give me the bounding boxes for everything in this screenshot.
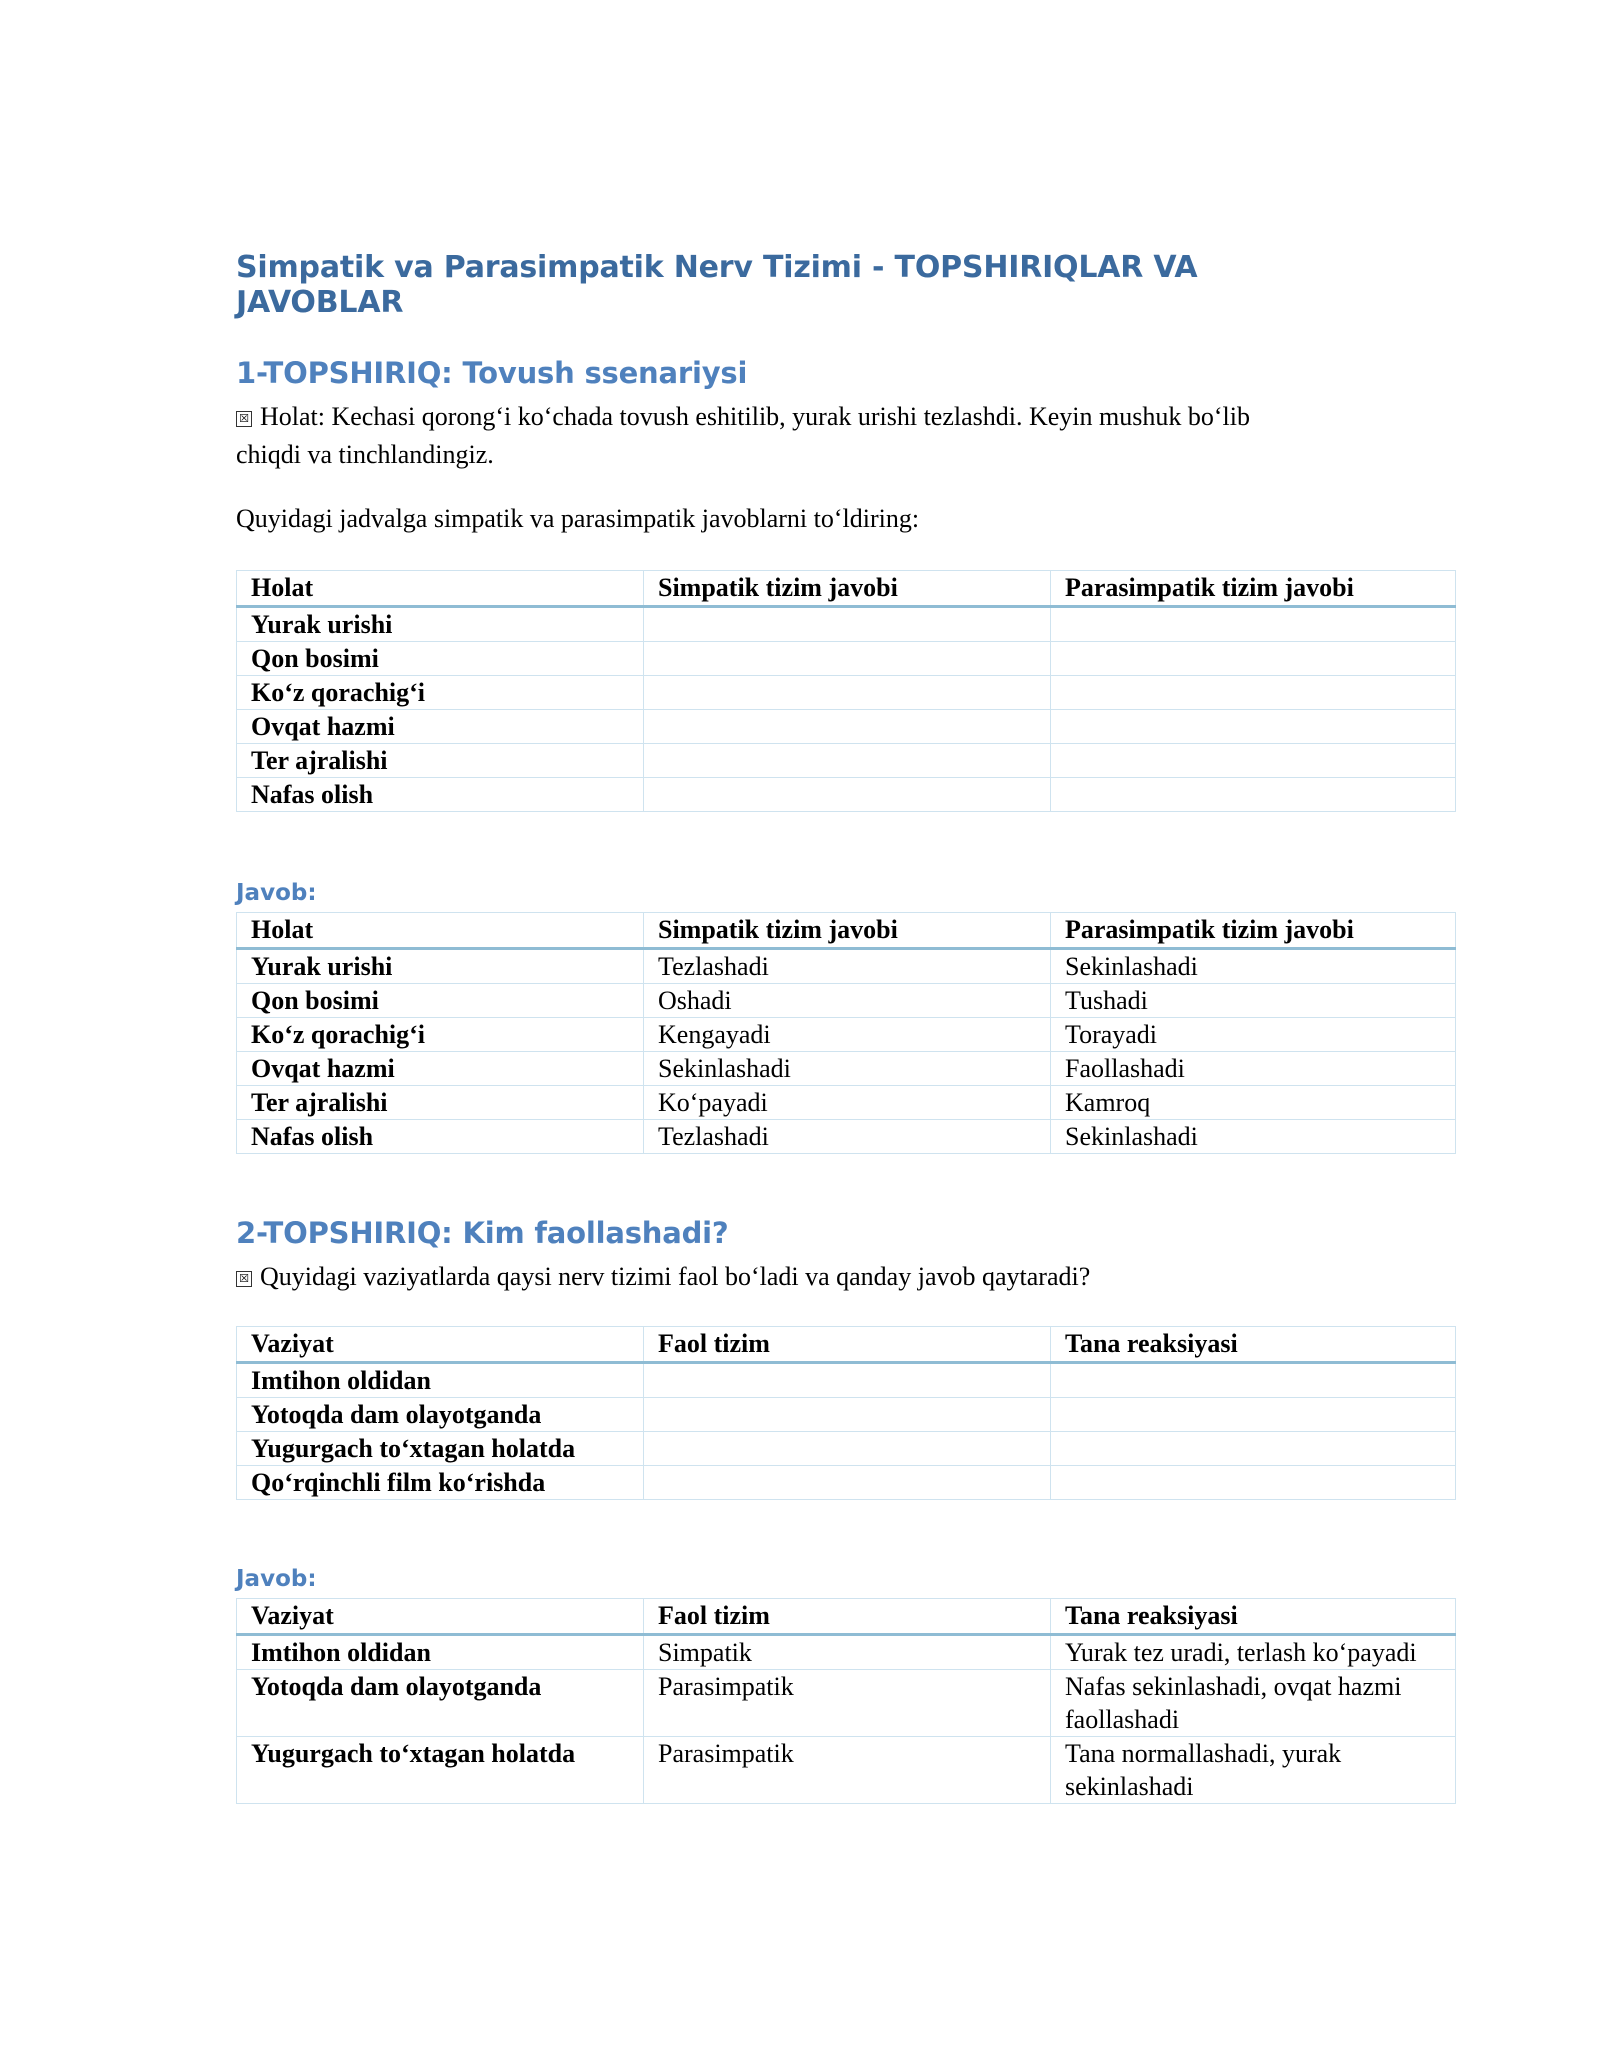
row-label: Qo‘rqinchli film ko‘rishda [237,1466,644,1500]
task1-situation [236,398,1368,474]
task1-section [236,356,1368,1154]
blank-cell[interactable] [1051,744,1456,778]
row-label: Ter ajralishi [237,744,644,778]
task2-question-text: Quyidagi vaziyatlarda qaysi nerv tizimi faol bo‘ladi va qanday javob qaytaradi? [260,1262,1091,1291]
blank-cell[interactable] [644,1398,1051,1432]
blank-cell[interactable] [1051,778,1456,812]
table-header-row [237,1327,1456,1363]
blank-cell[interactable] [1051,710,1456,744]
task2-answer-table [236,1598,1456,1804]
row-label: Qon bosimi [237,642,644,676]
blank-cell[interactable] [1051,1398,1456,1432]
cell: Kamroq [1051,1086,1456,1120]
blank-cell[interactable] [644,1363,1051,1398]
row-label: Imtihon oldidan [237,1363,644,1398]
row-label: Nafas olish [237,1120,644,1154]
cell: Sekinlashadi [1051,949,1456,984]
cell: Yurak tez uradi, terlash ko‘payadi [1051,1635,1456,1670]
column-header: Vaziyat [237,1599,644,1635]
column-header: Parasimpatik tizim javobi [1051,913,1456,949]
row-label: Yugurgach to‘xtagan holatda [237,1737,644,1804]
blank-cell[interactable] [644,1432,1051,1466]
table-row [237,984,1456,1018]
table-row [237,1018,1456,1052]
checkbox-icon: ☒ [236,411,252,427]
task2-heading: 2-TOPSHIRIQ: Kim faollashadi? [236,1216,729,1250]
column-header: Simpatik tizim javobi [644,571,1051,607]
table-row [237,1363,1456,1398]
row-label: Yurak urishi [237,949,644,984]
row-label: Qon bosimi [237,984,644,1018]
row-label: Imtihon oldidan [237,1635,644,1670]
row-label: Ovqat hazmi [237,1052,644,1086]
cell: Ko‘payadi [644,1086,1051,1120]
document-title: Simpatik va Parasimpatik Nerv Tizimi - TOPSHIRIQLAR VA JAVOBLAR [236,250,1198,320]
blank-cell[interactable] [644,642,1051,676]
cell: Nafas sekinlashadi, ovqat hazmi faollashadi [1051,1670,1456,1737]
task1-answer-table [236,912,1456,1154]
task2-answer-label: Javob: [236,1566,317,1592]
column-header: Parasimpatik tizim javobi [1051,571,1456,607]
task1-heading: 1-TOPSHIRIQ: Tovush ssenariysi [236,356,748,390]
blank-cell[interactable] [1051,1466,1456,1500]
blank-cell[interactable] [644,607,1051,642]
row-label: Nafas olish [237,778,644,812]
document-page [236,250,1417,1804]
column-header: Holat [237,571,644,607]
blank-cell[interactable] [1051,642,1456,676]
task1-instruction: Quyidagi jadvalga simpatik va parasimpatik javoblarni to‘ldiring: [236,504,920,533]
table-row [237,744,1456,778]
cell: Tana normallashadi, yurak sekinlashadi [1051,1737,1456,1804]
column-header: Tana reaksiyasi [1051,1327,1456,1363]
row-label: Ovqat hazmi [237,710,644,744]
column-header: Holat [237,913,644,949]
blank-cell[interactable] [644,710,1051,744]
table-row [237,1086,1456,1120]
blank-cell[interactable] [1051,607,1456,642]
table-row [237,710,1456,744]
blank-cell[interactable] [644,744,1051,778]
column-header: Simpatik tizim javobi [644,913,1051,949]
blank-cell[interactable] [1051,676,1456,710]
row-label: Ko‘z qorachig‘i [237,676,644,710]
row-label: Yotoqda dam olayotganda [237,1670,644,1737]
row-label: Ter ajralishi [237,1086,644,1120]
task1-situation-line2: chiqdi va tinchlandingiz. [236,440,494,469]
table-row [237,1670,1456,1737]
row-label: Ko‘z qorachig‘i [237,1018,644,1052]
table-row [237,1052,1456,1086]
column-header: Tana reaksiyasi [1051,1599,1456,1635]
row-label: Yugurgach to‘xtagan holatda [237,1432,644,1466]
cell: Sekinlashadi [1051,1120,1456,1154]
cell: Kengayadi [644,1018,1051,1052]
checkbox-icon: ☒ [236,1271,252,1287]
task1-blank-table [236,570,1456,812]
table-row [237,1398,1456,1432]
table-header-row [237,571,1456,607]
task2-blank-table [236,1326,1456,1500]
cell: Parasimpatik [644,1670,1051,1737]
row-label: Yotoqda dam olayotganda [237,1398,644,1432]
cell: Tezlashadi [644,1120,1051,1154]
table-row [237,1635,1456,1670]
task1-situation-line1: Holat: Kechasi qorong‘i ko‘chada tovush eshitilib, yurak urishi tezlashdi. Keyin mushuk bo‘lib [260,402,1250,431]
cell: Oshadi [644,984,1051,1018]
table-row [237,1120,1456,1154]
cell: Simpatik [644,1635,1051,1670]
blank-cell[interactable] [644,676,1051,710]
table-row [237,778,1456,812]
task2-section [236,1216,1417,1804]
task2-question [236,1258,1368,1296]
blank-cell[interactable] [644,778,1051,812]
table-row [237,642,1456,676]
table-header-row [237,1599,1456,1635]
cell: Tezlashadi [644,949,1051,984]
cell: Faollashadi [1051,1052,1456,1086]
row-label: Yurak urishi [237,607,644,642]
column-header: Vaziyat [237,1327,644,1363]
cell: Sekinlashadi [644,1052,1051,1086]
task1-answer-label: Javob: [236,880,317,906]
table-row [237,1432,1456,1466]
table-header-row [237,913,1456,949]
table-row [237,1737,1456,1804]
column-header: Faol tizim [644,1327,1051,1363]
blank-cell[interactable] [1051,1363,1456,1398]
table-row [237,949,1456,984]
cell: Parasimpatik [644,1737,1051,1804]
table-row [237,676,1456,710]
cell: Tushadi [1051,984,1456,1018]
blank-cell[interactable] [1051,1432,1456,1466]
blank-cell[interactable] [644,1466,1051,1500]
table-row [237,607,1456,642]
column-header: Faol tizim [644,1599,1051,1635]
cell: Torayadi [1051,1018,1456,1052]
table-row [237,1466,1456,1500]
